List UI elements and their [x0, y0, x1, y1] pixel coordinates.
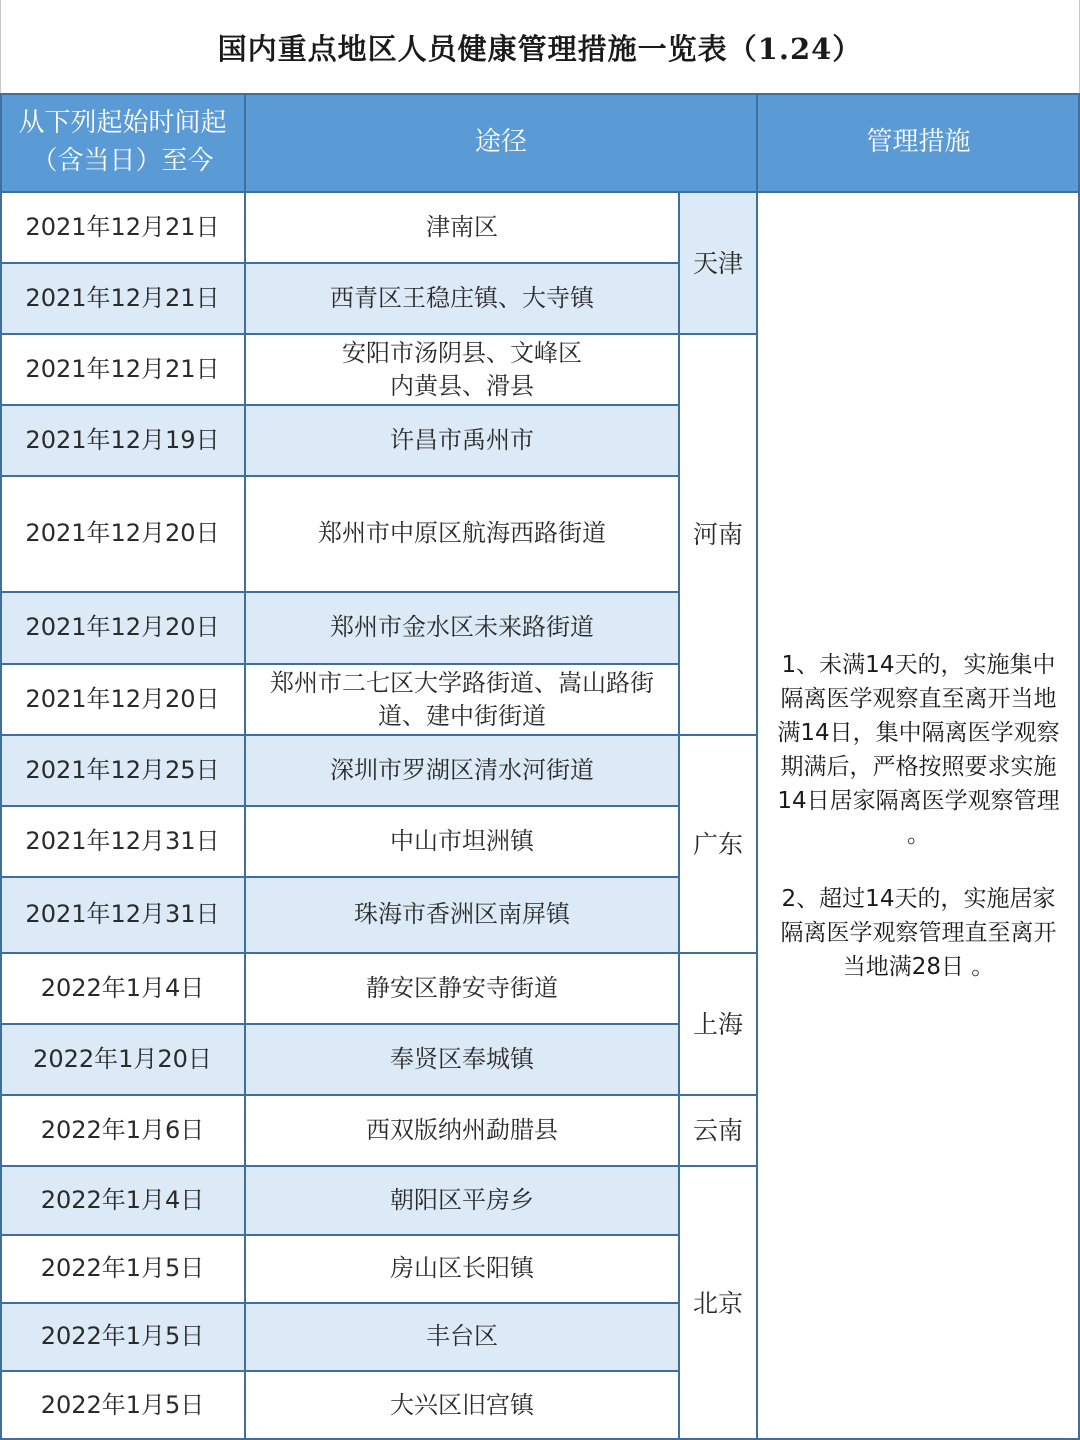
header-date-line1: 从下列起始时间起: [18, 108, 227, 139]
date-cell: 2021年12月21日: [0, 192, 245, 263]
management-measures-cell: [757, 192, 1080, 1440]
row-divider: [0, 805, 679, 807]
route-cell: 静安区静安寺街道: [245, 953, 679, 1024]
row-divider: [0, 1094, 757, 1096]
province-cell-guangdong: 广东: [679, 735, 757, 953]
date-cell: 2021年12月25日: [0, 735, 245, 806]
date-cell: 2021年12月31日: [0, 806, 245, 877]
route-cell: 许昌市禹州市: [245, 405, 679, 476]
date-cell: 2022年1月5日: [0, 1235, 245, 1303]
route-cell: 丰台区: [245, 1303, 679, 1371]
route-cell: [245, 334, 679, 405]
row-divider: [0, 591, 679, 593]
date-cell: 2022年1月5日: [0, 1303, 245, 1371]
province-cell-yunnan: 云南: [679, 1095, 757, 1166]
date-cell: 2021年12月19日: [0, 405, 245, 476]
province-cell-shanghai: 上海: [679, 953, 757, 1095]
route-cell: 津南区: [245, 192, 679, 263]
header-route-column: 途径: [245, 94, 757, 192]
column-divider: [244, 93, 246, 1440]
row-divider: [0, 952, 757, 954]
route-cell: 大兴区旧宫镇: [245, 1371, 679, 1440]
province-cell-tianjin: 天津: [679, 192, 757, 334]
date-cell: 2021年12月31日: [0, 877, 245, 953]
date-cell: 2021年12月21日: [0, 263, 245, 334]
measure-line: 14日居家隔离医学观察管理: [777, 787, 1060, 814]
measure-line: 2、超过14天的，实施居家: [781, 886, 1056, 913]
row-divider: [0, 1234, 679, 1236]
date-cell: 2021年12月20日: [0, 664, 245, 735]
route-cell: 郑州市中原区航海西路街道: [245, 476, 679, 592]
route-cell: 深圳市罗湖区清水河街道: [245, 735, 679, 806]
date-cell: 2022年1月4日: [0, 1166, 245, 1235]
row-divider: [0, 1302, 679, 1304]
header-date-line2: （含当日）至今: [31, 146, 214, 176]
column-divider: [756, 93, 758, 1440]
province-cell-beijing: 北京: [679, 1166, 757, 1440]
route-cell: 珠海市香洲区南屏镇: [245, 877, 679, 953]
header-bottom-border: [0, 191, 1080, 193]
measure-line: 隔离医学观察直至离开当地: [780, 685, 1057, 712]
page-title: 国内重点地区人员健康管理措施一览表（1.24）: [0, 0, 1080, 94]
route-cell: 西青区王稳庄镇、大寺镇: [245, 263, 679, 334]
province-cell-henan: 河南: [679, 334, 757, 735]
table-top-border: [0, 93, 1080, 95]
route-cell: 西双版纳州勐腊县: [245, 1095, 679, 1166]
route-line: 道、建中街街道: [378, 701, 546, 730]
route-line: 内黄县、滑县: [390, 371, 534, 400]
measure-line: 隔离医学观察管理直至离开: [780, 920, 1057, 947]
row-divider: [0, 1165, 757, 1167]
row-divider: [0, 333, 757, 335]
route-cell: 中山市坦洲镇: [245, 806, 679, 877]
row-divider: [0, 1370, 679, 1372]
measure-line: 。: [907, 822, 930, 849]
measure-line: 当地满28日 。: [842, 954, 995, 981]
row-divider: [0, 876, 679, 878]
route-line: 安阳市汤阴县、文峰区: [342, 339, 582, 368]
date-cell: 2022年1月20日: [0, 1024, 245, 1095]
measure-line: 期满后，严格按照要求实施: [780, 753, 1057, 780]
date-cell: 2022年1月5日: [0, 1371, 245, 1440]
date-cell: 2022年1月4日: [0, 953, 245, 1024]
measure-line: 满14日，集中隔离医学观察: [777, 719, 1060, 746]
route-cell: 朝阳区平房乡: [245, 1166, 679, 1235]
date-cell: 2021年12月20日: [0, 592, 245, 664]
route-cell: 奉贤区奉城镇: [245, 1024, 679, 1095]
row-divider: [0, 663, 679, 665]
measure-line: 1、未满14天的，实施集中: [781, 651, 1056, 678]
header-date-column: [0, 94, 245, 192]
row-divider: [0, 1023, 679, 1025]
route-cell: 房山区长阳镇: [245, 1235, 679, 1303]
row-divider: [0, 475, 679, 477]
route-line: 郑州市二七区大学路街道、嵩山路街: [270, 669, 654, 698]
date-cell: 2021年12月20日: [0, 476, 245, 592]
route-cell: 郑州市金水区未来路街道: [245, 592, 679, 664]
date-cell: 2022年1月6日: [0, 1095, 245, 1166]
date-cell: 2021年12月21日: [0, 334, 245, 405]
table-left-border: [0, 93, 2, 1440]
route-cell: [245, 664, 679, 735]
row-divider: [0, 262, 679, 264]
column-divider: [678, 191, 680, 1440]
row-divider: [0, 734, 757, 736]
header-measure-column: 管理措施: [757, 94, 1080, 192]
row-divider: [0, 404, 679, 406]
